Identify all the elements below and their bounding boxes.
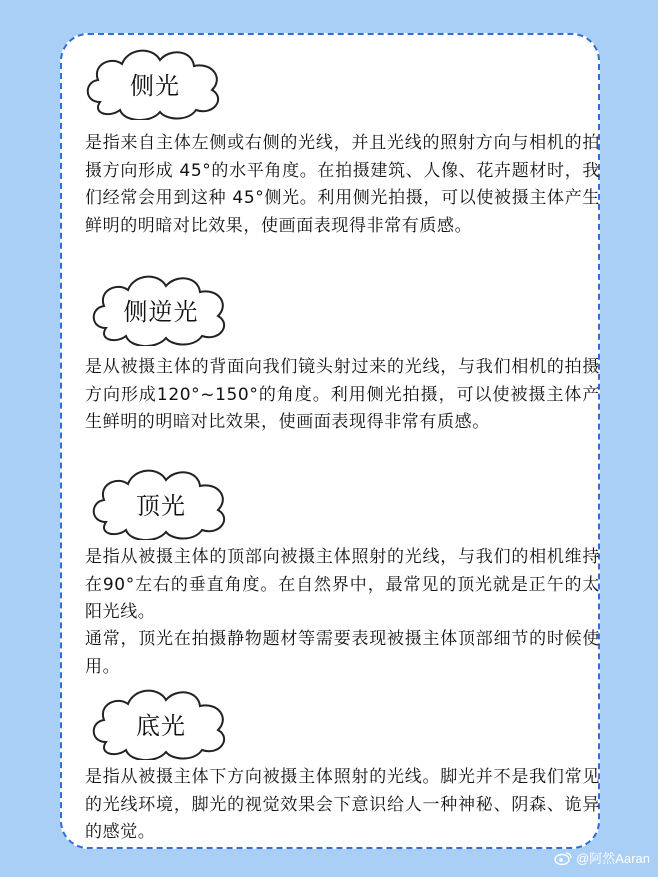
section-body-2: 通常，顶光在拍摄静物题材等需要表现被摄主体顶部细节的时候使用。 [85, 629, 600, 677]
watermark [554, 848, 650, 867]
weibo-icon [554, 851, 572, 865]
cloud-heading-2 [86, 268, 236, 346]
section-title: 顶光 [136, 492, 186, 520]
section-body: 是指来自主体左侧或右侧的光线，并且光线的照射方向与相机的拍摄方向形成 45°的水平角度。在拍摄建筑、人像、花卉题材时，我们经常会用到这种 45°侧光。利用侧光拍摄，可以使被摄主体产生鲜明的明暗对比效果，使画面表现得非常有质感。 [85, 133, 600, 236]
section-title: 侧逆光 [123, 298, 199, 326]
cloud-heading-4 [86, 682, 236, 760]
cloud-heading-3 [86, 462, 236, 540]
cloud-heading-1 [80, 42, 230, 120]
section-title: 侧光 [130, 72, 180, 100]
watermark-text: @阿然Aaran [576, 851, 650, 866]
section-body: 是指从被摄主体的顶部向被摄主体照射的光线，与我们的相机维持在90°左右的垂直角度。在自然界中，最常见的顶光就是正午的太阳光线。 [85, 547, 600, 622]
section-title: 底光 [136, 712, 186, 740]
section-body: 是指从被摄主体下方向被摄主体照射的光线。脚光并不是我们常见的光线环境，脚光的视觉效果会下意识给人一种神秘、阴森、诡异的感觉。 [85, 767, 600, 842]
section-body: 是从被摄主体的背面向我们镜头射过来的光线，与我们相机的拍摄方向形成120°~150°的角度。利用侧光拍摄，可以使被摄主体产生鲜明的明暗对比效果，使画面表现得非常有质感。 [85, 357, 600, 432]
